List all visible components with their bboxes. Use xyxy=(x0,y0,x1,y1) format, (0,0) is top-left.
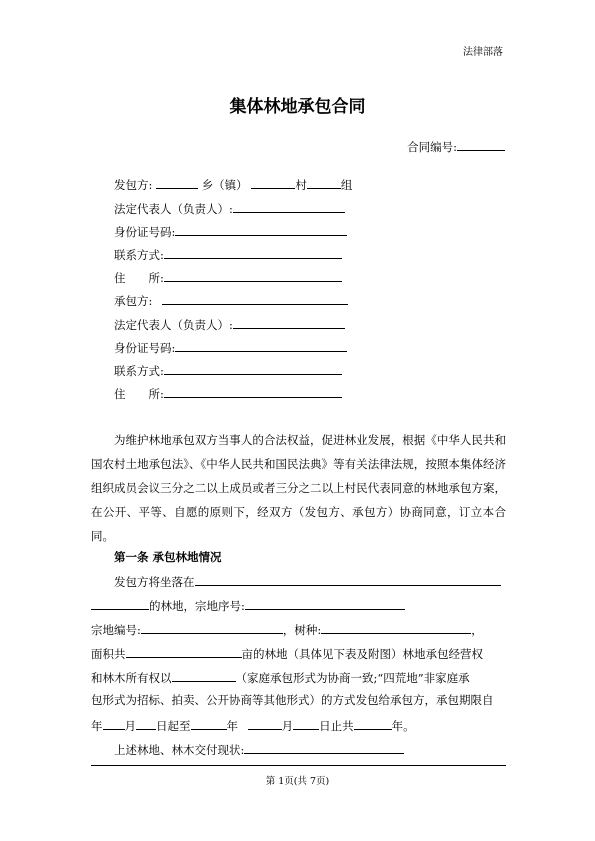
party-a-id-blank xyxy=(175,223,347,236)
location-blank-2 xyxy=(91,597,149,610)
party-a-id-label: 身份证号码: xyxy=(114,225,176,239)
header-brand: 法律部落 xyxy=(463,47,503,58)
location-blank xyxy=(195,573,501,586)
party-b-id-blank xyxy=(175,339,347,352)
end-month-blank xyxy=(248,717,282,730)
method-text: （家庭承包形式为协商一致;“四荒地”非家庭承 xyxy=(235,671,470,685)
handover-label: 上述林地、林木交付现状: xyxy=(114,743,245,757)
method-blank xyxy=(172,669,236,682)
township-label: 乡（镇） xyxy=(201,178,248,192)
party-b-address-label: 住 所: xyxy=(114,387,164,401)
party-a-row xyxy=(114,176,352,192)
party-a-rep-blank xyxy=(233,200,345,213)
end-month-label: 月 xyxy=(281,719,294,733)
party-b-contact-blank xyxy=(164,362,342,375)
contract-number-label: 合同编号: xyxy=(407,140,457,154)
village-label: 村 xyxy=(295,178,307,192)
footer-divider xyxy=(91,765,506,766)
township-blank xyxy=(156,176,198,189)
group-label: 组 xyxy=(340,178,353,192)
area-text: 亩的林地（具体见下表及附图）林地承包经营权 xyxy=(241,647,483,661)
party-b-rep-label: 法定代表人（负责人）: xyxy=(114,318,233,332)
article-1-line-5 xyxy=(91,669,470,685)
tree-species-label: ，树种: xyxy=(282,623,322,637)
party-a-contact-row xyxy=(114,246,342,262)
party-a-contact-label: 联系方式: xyxy=(114,248,164,262)
article-1-line-6 xyxy=(91,693,494,707)
article-1-line-2 xyxy=(91,597,405,613)
party-b-rep-row xyxy=(114,316,345,332)
parcel-seq-label: 的林地，宗地序号: xyxy=(149,599,245,613)
tree-species-blank xyxy=(321,621,471,634)
start-day-blank xyxy=(136,717,156,730)
article-1-heading: 第一条 承包林地情况 xyxy=(114,550,222,564)
party-b-contact-row xyxy=(114,362,342,378)
area-blank xyxy=(126,645,242,658)
page-title: 集体林地承包合同 xyxy=(229,97,366,117)
article-1-line-4 xyxy=(91,645,483,661)
party-a-rep-row xyxy=(114,200,345,216)
end-day-blank xyxy=(293,717,319,730)
intro-paragraph: 为维护林地承包双方当事人的合法权益，促进林业发展，根据《中华人民共和国农村土地承包法》、《中华人民共和国民法典》等有关法律法规，按照本集体经济组织成员会议三分之二以上成员或者三分之二以上村民代表同意的林地承包方案，在公开、平等、自愿的原则下，经双方（发包方、承包方）协商同意，订立本合同。 xyxy=(91,433,506,543)
article-1-line-7 xyxy=(91,717,415,733)
party-b-id-label: 身份证号码: xyxy=(114,341,176,355)
party-a-address-row xyxy=(114,269,342,285)
party-b-label: 承包方: xyxy=(114,294,153,308)
article-1-line-3 xyxy=(91,621,483,637)
area-label: 面积共 xyxy=(91,647,126,661)
party-b-blank xyxy=(162,292,348,305)
parcel-no-label: 宗地编号: xyxy=(91,623,141,637)
page-number: 第 1页(共 7页) xyxy=(265,776,330,787)
party-a-address-label: 住 所: xyxy=(114,271,164,285)
parcel-seq-blank xyxy=(245,597,405,610)
party-b-rep-blank xyxy=(233,316,345,329)
party-a-rep-label: 法定代表人（负责人）: xyxy=(114,202,233,216)
article-1-line-8 xyxy=(114,741,404,757)
comma: ， xyxy=(471,623,483,637)
party-b-row xyxy=(114,292,348,308)
party-a-contact-blank xyxy=(164,246,342,259)
end-day-label: 日止共 xyxy=(319,719,354,733)
party-b-address-blank xyxy=(164,385,342,398)
start-month-blank xyxy=(103,717,125,730)
start-month-label: 月 xyxy=(124,719,136,733)
handover-blank xyxy=(244,741,404,754)
method-label: 和林木所有权以 xyxy=(91,671,172,685)
party-b-contact-label: 联系方式: xyxy=(114,364,164,378)
location-label: 发包方将坐落在 xyxy=(114,575,195,589)
article-1-line-1 xyxy=(114,573,501,589)
party-b-address-row xyxy=(114,385,342,401)
party-a-id-row xyxy=(114,223,347,239)
contract-number-blank xyxy=(457,138,505,151)
group-blank xyxy=(307,176,341,189)
total-years-blank xyxy=(354,717,392,730)
start-year-label: 年 xyxy=(91,719,103,733)
parcel-no-blank xyxy=(141,621,283,634)
method-text-2: 包形式为招标、拍卖、公开协商等其他形式）的方式发包给承包方，承包期限自 xyxy=(91,693,494,707)
end-year-blank xyxy=(191,717,227,730)
party-a-address-blank xyxy=(164,269,342,282)
party-b-id-row xyxy=(114,339,347,355)
end-year-label: 年 xyxy=(226,719,238,733)
village-blank xyxy=(251,176,295,189)
contract-number xyxy=(407,138,505,155)
party-a-label: 发包方: xyxy=(114,178,153,192)
start-day-label: 日起至 xyxy=(156,719,191,733)
total-years-label: 年。 xyxy=(391,719,415,733)
